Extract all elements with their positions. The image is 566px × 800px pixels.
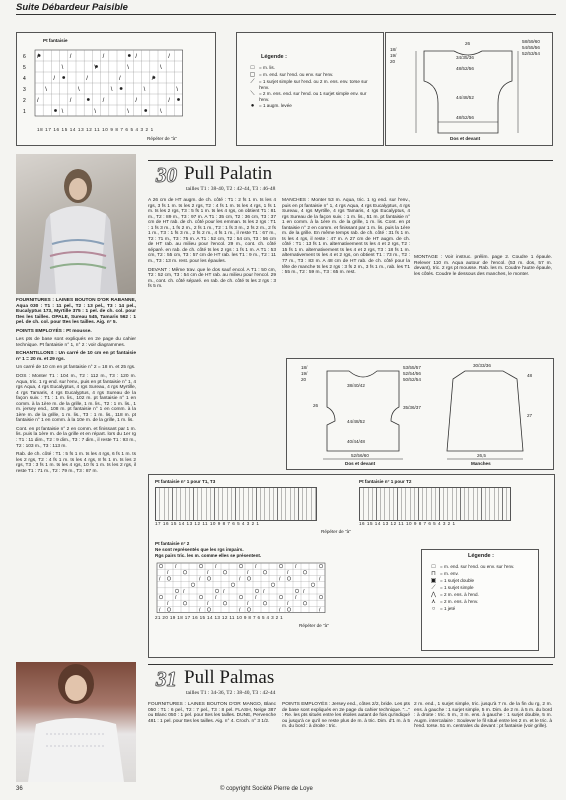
grille3-repeat-note: Répéter de "à" xyxy=(299,623,329,628)
row-number: 5 xyxy=(23,65,26,71)
palatin-schem-label-10: 44/48/52 xyxy=(347,419,365,424)
legend-item xyxy=(430,606,534,612)
palatin-grilles-box xyxy=(148,474,555,658)
top-legend-title: Légende : xyxy=(261,54,287,60)
palatin-schem-label-3: 20 xyxy=(301,377,307,382)
stitch-symbol: \ xyxy=(127,65,129,71)
decrease-symbol: / xyxy=(159,607,161,613)
schem-top-label-7: 34/35/36 xyxy=(456,55,474,60)
grille3-note-1: Ne sont représentés que les rgs impairs. xyxy=(155,547,244,552)
stitch-symbol: \ xyxy=(110,87,113,93)
stitch-symbol: / xyxy=(102,54,105,60)
stitch-dot xyxy=(95,65,98,68)
palatin-legend-box xyxy=(421,549,539,651)
palatin-fournitures: FOURNITURES : LAINES BOUTON D'OR RABANNE, Aqua 030 : T1 : 11 pel., T2 : 13 pel., T3 : 14 pel., Eucalyptus 173, Myrtille 375 : 1 pel. de ch. col. pour ttes les tailles. OPALE, Sureau 545, Tamaris 562 : 1 pel. de ch. col. pour ttes les tailles. Aig. n° 5. xyxy=(16,298,136,326)
palatin-schem-caption-1: Dos et devant xyxy=(345,461,376,466)
palatin-photo-figure xyxy=(16,154,136,294)
palmas-photo-figure xyxy=(16,662,136,782)
top-legend-box xyxy=(236,32,384,146)
stitch-symbol: / xyxy=(86,76,88,82)
legend-text: = 1 jeté xyxy=(440,606,456,611)
palatin-schem-label-12: 52/56/60 xyxy=(351,453,369,458)
legend-text: = 1 surjet double xyxy=(440,578,475,583)
decrease-symbol: / xyxy=(207,601,209,608)
legend-item xyxy=(249,72,377,78)
decrease-symbol: / xyxy=(167,570,169,577)
stitch-symbol: \ xyxy=(61,65,64,71)
palmas-model-photo xyxy=(16,662,136,782)
row-number: 2 xyxy=(23,98,26,104)
legend-symbol-icon: ○ xyxy=(431,606,436,612)
legend-symbol-icon: □ xyxy=(250,65,255,71)
decrease-symbol: / xyxy=(239,576,241,583)
schem-top-label-10: 48/52/56 xyxy=(456,115,474,120)
stitch-symbol: \ xyxy=(61,109,64,115)
palatin-schem-label-13: 30/33/36 xyxy=(473,363,491,368)
palatin-schem-label-6: 50/52/54 xyxy=(403,377,421,382)
schem-top-label-5: 54/55/56 xyxy=(522,45,540,50)
grille1-label: Pt fantaisie n° 1 pour T1, T3 xyxy=(155,479,216,484)
grille3-column-numbers: 21 20 19 18 17 16 15 14 13 12 11 10 9 8 7 6 5 4 3 2 1 xyxy=(155,615,284,620)
legend-text: = m. end. sur l'end. ou env. sur l'env. xyxy=(259,72,334,77)
palatin-column-4 xyxy=(414,255,552,280)
legend-text: = 2 m. ens. end. sur l'end. ou 1 surjet simple env. sur l'env. xyxy=(258,91,367,102)
header-rule xyxy=(16,14,556,15)
decrease-symbol: / xyxy=(303,588,305,595)
decrease-symbol: / xyxy=(207,570,209,577)
stitch-symbol: / xyxy=(168,98,170,104)
schem-top-width: 26 xyxy=(465,41,471,46)
legend-text: = 1 surjet simple sur l'end. ou 2 m. ens. env. torse sur l'env. xyxy=(258,79,368,90)
stitch-symbol: / xyxy=(69,54,72,60)
legend-item xyxy=(249,79,377,90)
palatin-col2-text: A 26 cm de HT augm. de ch. côté : T1 : 2 fs 1 m. ts les 4 rgs, 3 fs 1 m. ts les 2 rgs, T2 : 4 fs 1 m. ts les 4 rgs, 1 fs 1 m. ts les 2 rgs, T3 : 5 fs 1 m. ts les 4 rgs, on obtient T1 : 81 m., T2 : 89 m., T3 : 97 m. A T1 : 35 cm, T2 : 36 cm, T3 : 37 cm de HT rab. de ch. côté pour les emman. ts les 2 rgs : T1 : 1 fs 3 m., 1 fs 2 m., 2 fs 1 m., T2 : 1 fs 3 m., 2 fs 2 m., 2 fs 1 m., T3 : 1 fs 3 m., 2 fs 2 m., 4 fs 1 m., il reste T1 : 67 m., T2 : 71 m., T3 : 75 m. A T1 : 52 cm, T2 : 54 cm, T3 : 56 cm de HT rab. au milieu pour l'encol. 29 m., cont. ch. côté séparé. en rab. de ch. côté ts les 2 rgs : 1 fs 1 m. A T1 : 53 cm, T2 : 55 cm, T3 : 57 cm de HT rab. les T1 : 9 m., T2 : 11 m., T3 : 13 m. rest. pour les épaules. xyxy=(148,198,276,265)
stitch-symbol: / xyxy=(53,76,56,82)
palatin-schem-label-16: 26,5 xyxy=(477,453,486,458)
stitch-dot xyxy=(153,76,156,79)
decrease-symbol: / xyxy=(199,607,201,613)
decrease-symbol: / xyxy=(255,595,257,601)
grille1-grid xyxy=(155,487,317,521)
schem-top-label-1: 18/ xyxy=(390,47,397,52)
decrease-symbol: / xyxy=(295,564,297,570)
decrease-symbol: / xyxy=(175,595,177,601)
grille1-column-numbers: 17 16 15 14 13 12 11 10 9 8 7 6 5 4 3 2 1 xyxy=(155,521,260,526)
legend-text: = 1 surjet simple xyxy=(440,585,474,590)
schem-top-label-4: 58/59/60 xyxy=(522,39,540,44)
palatin-points-text: Les pts de base sont expliqués en 2e page du cahier technique. Pt fantaisie n° 1, n° 2 : voir diagrammes. xyxy=(16,337,136,348)
palatin-echantillons-text: Un carré de 10 cm en pt fantaisie n° 2 = 18 m. et 25 rgs. xyxy=(16,365,136,371)
palatin-schem-label-4: 53/55/57 xyxy=(403,365,421,370)
decrease-symbol: / xyxy=(247,601,249,608)
palatin-dos-text-3: Rab. de ch. côté : T1 : 5 fs 1 m. ts les 4 rgs, 6 fs 1 m. ts les 2 rgs, T2 : 4 fs 1 m. ts les 4 rgs, 8 fs 1 m. ts les 2 rgs, T3 : 3 fs 1 m. ts les 4 rgs, 10 fs 1 m. ts les 2 rgs, il reste T1 : 71 m., T2 : 79 m., T3 : 87 m. xyxy=(16,452,136,474)
legend-text: = m. lis. xyxy=(259,65,275,70)
decrease-symbol: / xyxy=(175,564,177,570)
grille2-label: Pt fantaisie n° 1 pour T2 xyxy=(359,479,412,484)
legend-symbol-icon: ⋀ xyxy=(431,592,436,598)
legend-symbol-icon: ● xyxy=(250,103,255,110)
stitch-symbol: \ xyxy=(143,87,146,93)
palatin-model-photo xyxy=(16,154,136,294)
palatin-schem-label-2: 19/ xyxy=(301,371,308,376)
decrease-symbol: / xyxy=(319,607,321,613)
palatin-legend-list xyxy=(430,564,534,613)
top-schematic-box xyxy=(385,32,553,146)
decrease-symbol: / xyxy=(319,576,321,583)
decrease-symbol: / xyxy=(215,564,217,570)
grille3-label: Pt fantaisie n° 2 xyxy=(155,541,190,546)
top-chart-repeat-note: Répéter de "à" xyxy=(147,136,177,141)
decrease-symbol: / xyxy=(239,607,241,613)
palatin-schem-label-5: 52/54/56 xyxy=(403,371,421,376)
row-number: 3 xyxy=(23,87,26,93)
palmas-title-rule xyxy=(148,664,553,665)
legend-item xyxy=(430,571,534,577)
stitch-symbol: / xyxy=(135,54,138,60)
stitch-symbol: / xyxy=(135,98,138,104)
schem-top-label-2: 19/ xyxy=(390,53,397,58)
legend-item xyxy=(430,599,534,605)
stitch-symbol: / xyxy=(37,54,39,60)
legend-item xyxy=(249,103,377,109)
palatin-column-1 xyxy=(16,298,136,477)
legend-symbol-icon: ▢ xyxy=(249,72,256,78)
stitch-symbol: \ xyxy=(160,109,162,115)
decrease-symbol: / xyxy=(159,576,161,583)
palatin-schem-label-1: 18/ xyxy=(301,365,308,370)
legend-symbol-icon: ⟍ xyxy=(250,91,255,98)
palmas-sizes: tailles T1 : 34-36, T2 : 38-40, T3 : 42-44 xyxy=(186,690,276,696)
grille3-note-2: Rgs pairs tric. les m. comme elles se présentent. xyxy=(155,553,262,558)
stitch-dot xyxy=(120,87,123,90)
palatin-schem-label-14: 48 xyxy=(527,373,533,378)
stitch-symbol: / xyxy=(168,54,170,60)
stitch-symbol: \ xyxy=(78,87,80,93)
palatin-points-heading: POINTS EMPLOYÉS : Pt mousse. xyxy=(16,328,92,334)
legend-symbol-icon: ⊓ xyxy=(431,571,436,577)
stitch-dot xyxy=(144,109,147,112)
legend-item xyxy=(430,578,534,584)
decrease-symbol: / xyxy=(215,595,217,601)
stitch-dot xyxy=(87,98,90,101)
legend-symbol-icon: ⋏ xyxy=(431,599,436,605)
decrease-symbol: / xyxy=(263,588,265,595)
palatin-montage-text: MONTAGE : Voir instruc. prélim. page 2. Coudre 1 épaule. Relever 110 m. Aqua autour de l'encol. (53 m. dos, 57 m. devant), tric. 2 rgs pt mousse. Rab. les m. Coudre l'autre épaule, les côtés. Coudre le dessous des manches, le monter. xyxy=(414,255,552,277)
stitch-dot xyxy=(177,98,180,101)
palatin-legend-title: Légende : xyxy=(468,553,494,559)
palmas-title: Pull Palmas xyxy=(184,667,275,688)
stitch-symbol: \ xyxy=(176,87,179,93)
top-legend-list xyxy=(249,65,377,110)
grille2-grid xyxy=(359,487,511,521)
stitch-symbol: / xyxy=(37,98,39,104)
schem-top-label-6: 52/53/54 xyxy=(522,51,540,56)
legend-text: = 2 m. ens. à l'env. xyxy=(440,599,479,604)
decrease-symbol: / xyxy=(279,607,281,613)
legend-text: = m. env. xyxy=(440,571,459,576)
palatin-dos-text: DOS : Monter T1 : 104 m., T2 : 112 m., T3 : 120 m. Aqua, tric. 1 rg end. sur l'env., puis en pt fantaisie n° 1, 4 rgs Aqua, 4 rgs Eucalyptus, 4 rgs Sureau, 4 rgs Myrtille, 4 rgs Tamaris, 4 rgs Eucalyptus, 4 rgs Sureau de la façon suiv. : T1 : 1 m. lis., 102 m. pt fantaisie n° 1 en comm. à la 1ère m. de la grille, 1 m. lis., T2 : 1 m. lis., 1 m. jersey end., 108 m. pt fantaisie n° 1 en comm. à la 1ère m. de la grille, 1 m. lis., T3 : 1 m. lis., 118 m. pt fantaisie n° 1 en comm. à la 10e m. de la grille, 1 m. lis. xyxy=(16,374,136,424)
palatin-number: 30 xyxy=(156,163,177,187)
palmas-fournitures: FOURNITURES : LAINES BOUTON D'OR MANGO, Blanc 050 : T1 : 6 pel., T2 : 7 pel., T3 : 8 pel. FLASH, Neige 387 ou Blanc 050 : 1 pel. pour ttes les tailles. DUNE, Pervenche 481 : 1 pel. pour ttes les tailles. Aig. n° 4. Croch. n° 3 1/2. xyxy=(148,702,276,724)
decrease-symbol: / xyxy=(287,570,289,577)
row-number: 4 xyxy=(23,76,26,82)
palatin-dos-text-2: Cont. en pt fantaisie n° 2 en comm. et finissant par 1 m. lis. puis la 1ère m. de la grille et en répart. lors du 1er rg : T1 : 11 dim., T2 : 9 dim., T3 : 7 dim., il reste T1 : 93 m., T2 : 103 m., T3 : 113 m. xyxy=(16,426,136,449)
decrease-symbol: / xyxy=(287,601,289,608)
stitch-symbol: \ xyxy=(94,109,97,115)
decrease-symbol: / xyxy=(247,570,249,577)
palatin-echantillons-heading: ECHANTILLONS : Un carré de 10 cm en pt fantaisie n° 1 = 20 m. et 29 rgs. xyxy=(16,351,136,362)
palatin-schem-label-11: 40/44/48 xyxy=(347,439,365,444)
palmas-points: POINTS EMPLOYÉS : Jersey end., côtes 2/2, bride. Les pts de base sont expliqués en 2e page du cahier technique. "..." : Re. les pts situés entre les étoiles autant de fois qu'indiqué ou jusqu'à ce qu'il ne reste plus de m. à tric. Dim. d'1 m. à 5 m. du bord : à droite : tric. xyxy=(282,702,410,730)
decrease-symbol: / xyxy=(255,564,257,570)
stitch-dot xyxy=(128,54,131,57)
decrease-symbol: / xyxy=(279,576,281,583)
stitch-dot xyxy=(38,54,41,57)
palmas-column-1 xyxy=(148,702,276,727)
palatin-schem-label-15: 27 xyxy=(527,413,533,418)
legend-item xyxy=(249,91,377,102)
page-header-title: Suite Débardeur Paisible xyxy=(16,2,128,13)
top-stitch-chart-box xyxy=(16,32,216,146)
palatin-manches-text: MANCHES : Monter 53 m. Aqua, tric. 1 rg end. sur l'env., puis en pt fantaisie n° 1, 4 rgs Aqua, 4 rgs Eucalyptus, 4 rgs Sureau, 4 rgs Myrtille, 4 rgs Tamaris, 4 rgs Eucalyptus, 4 rgs Sureau de la façon suiv. : 1 m. lis., 51 m. pt fantaisie n° 1 en comm. à la 1ère m. de la grille, 1 m. lis. Cont. en pt fantaisie n° 2 en comm. et finissant par 1 m. lis. puis la 1ère m. de la grille. En même temps rab. de ch. côté : 31 fs 1 m. ts les 4 rgs, il reste : 47 m. A 27 cm de HT augm. de ch. côté : T1 : 13 fs 1 m. alternativement ts les 4 et 2 rgs, T2 : 15 fs 1 m. alternativement ts les 4 et 2 rgs, T3 : 18 fs 1 m. alternativement ts les 4 et 2 rgs, on obtient T1 : 73 m., T2 : 77 m., T3 : 83 m. A 48 cm de HT rab. de ch. côté pour la tête de manche ts les 2 rgs : 3 fs 2 m., 3 fs 1 m., rab. les T1 : 55 m., T2 : 59 m., T3 : 65 m. rest. xyxy=(282,198,410,276)
stitch-dot xyxy=(62,76,65,79)
decrease-symbol: / xyxy=(223,588,225,595)
palmas-number: 31 xyxy=(156,667,177,691)
legend-item xyxy=(249,65,377,71)
schem-top-label-8: 48/52/56 xyxy=(456,66,474,71)
legend-symbol-icon: ⟋ xyxy=(250,79,255,85)
top-chart-column-numbers: 18 17 16 15 14 13 12 11 10 9 8 7 6 5 4 3 2 1 xyxy=(37,127,154,132)
stitch-symbol: \ xyxy=(127,109,129,115)
stitch-symbol: / xyxy=(151,76,154,82)
palatin-devant-text: DEVANT : Même trav. que le dos sauf encol. A T1 : 50 cm, T2 : 52 cm, T3 : 54 cm de HT rab. au milieu pour l'encol. 29 m., cont. ch. côté séparé. en rab. de ch. côté ts les 2 rgs : 3 fs 5 m. xyxy=(148,267,276,290)
decrease-symbol: / xyxy=(295,595,297,601)
palatin-schem-caption-2: Manches xyxy=(471,461,491,466)
decrease-symbol: / xyxy=(199,576,201,583)
palatin-schem-label-7: 38/40/42 xyxy=(347,383,365,388)
legend-item xyxy=(430,592,534,598)
copyright: © copyright Société Pierre de Loye xyxy=(220,786,313,792)
palatin-column-2 xyxy=(148,198,276,293)
schem-top-label-9: 44/48/52 xyxy=(456,95,474,100)
stitch-symbol: / xyxy=(119,76,121,82)
top-chart-label: Pt fantaisie xyxy=(43,38,68,43)
palatin-schem-label-9: 35/36/37 xyxy=(403,405,421,410)
palmas-col3: 2 m. end., 1 surjet simple, tric. jusqu'à 7 m. de la fin du rg, 2 m. ens. à gauche : 1 surjet simple, 5 m. Dim. de 2 m. à 5 m. du bord : à droite : tric. 5 m., 3 m. ens. à gauche : 1 surjet double, 5 m. Augm. intercalaire : Soulever le fil situé entre les 2 m. et le tric. à l'end. torse. 51 m. centrales du devant : pt fantaisie (voir grille). xyxy=(414,702,552,730)
legend-text: = 2 m. ens. à l'end. xyxy=(440,592,479,597)
palatin-schematic-box xyxy=(286,358,554,470)
legend-symbol-icon: ⟋ xyxy=(431,585,436,591)
stitch-symbol: \ xyxy=(160,65,162,71)
decrease-symbol: / xyxy=(167,601,169,608)
legend-item xyxy=(430,564,534,570)
palatin-column-3 xyxy=(282,198,410,279)
top-stitch-grid xyxy=(21,46,211,126)
legend-text: = 1 augm. levée xyxy=(259,103,292,109)
decrease-symbol: / xyxy=(183,588,185,595)
stitch-symbol: \ xyxy=(94,65,97,71)
stitch-dot xyxy=(54,109,57,112)
palatin-sizes: tailles T1 : 38-40, T2 : 42-44, T3 : 46-48 xyxy=(186,186,276,192)
row-number: 1 xyxy=(23,109,26,115)
grille2-column-numbers: 16 15 14 13 12 11 10 9 8 7 6 5 4 3 2 1 xyxy=(359,521,456,526)
palatin-title-rule xyxy=(148,160,553,161)
grille3-grid xyxy=(155,561,335,613)
stitch-symbol: / xyxy=(69,98,72,104)
palatin-schem-label-8: 26 xyxy=(313,403,319,408)
stitch-symbol: \ xyxy=(45,87,47,93)
page-number: 36 xyxy=(16,786,23,792)
palatin-title: Pull Palatin xyxy=(184,163,273,184)
row-number: 6 xyxy=(23,54,26,60)
schem-top-caption: Dos et devant xyxy=(450,136,481,141)
schem-top-label-3: 20 xyxy=(390,59,396,64)
palmas-column-3 xyxy=(414,702,552,733)
legend-item xyxy=(430,585,534,591)
legend-symbol-icon: ▣ xyxy=(430,578,437,584)
legend-text: = m. end. sur l'end. ou env. sur l'env. xyxy=(440,564,515,569)
palmas-column-2 xyxy=(282,702,410,733)
grille1-repeat-note: Répéter de "à" xyxy=(321,529,351,534)
legend-symbol-icon: □ xyxy=(431,564,436,570)
stitch-symbol: / xyxy=(102,98,105,104)
